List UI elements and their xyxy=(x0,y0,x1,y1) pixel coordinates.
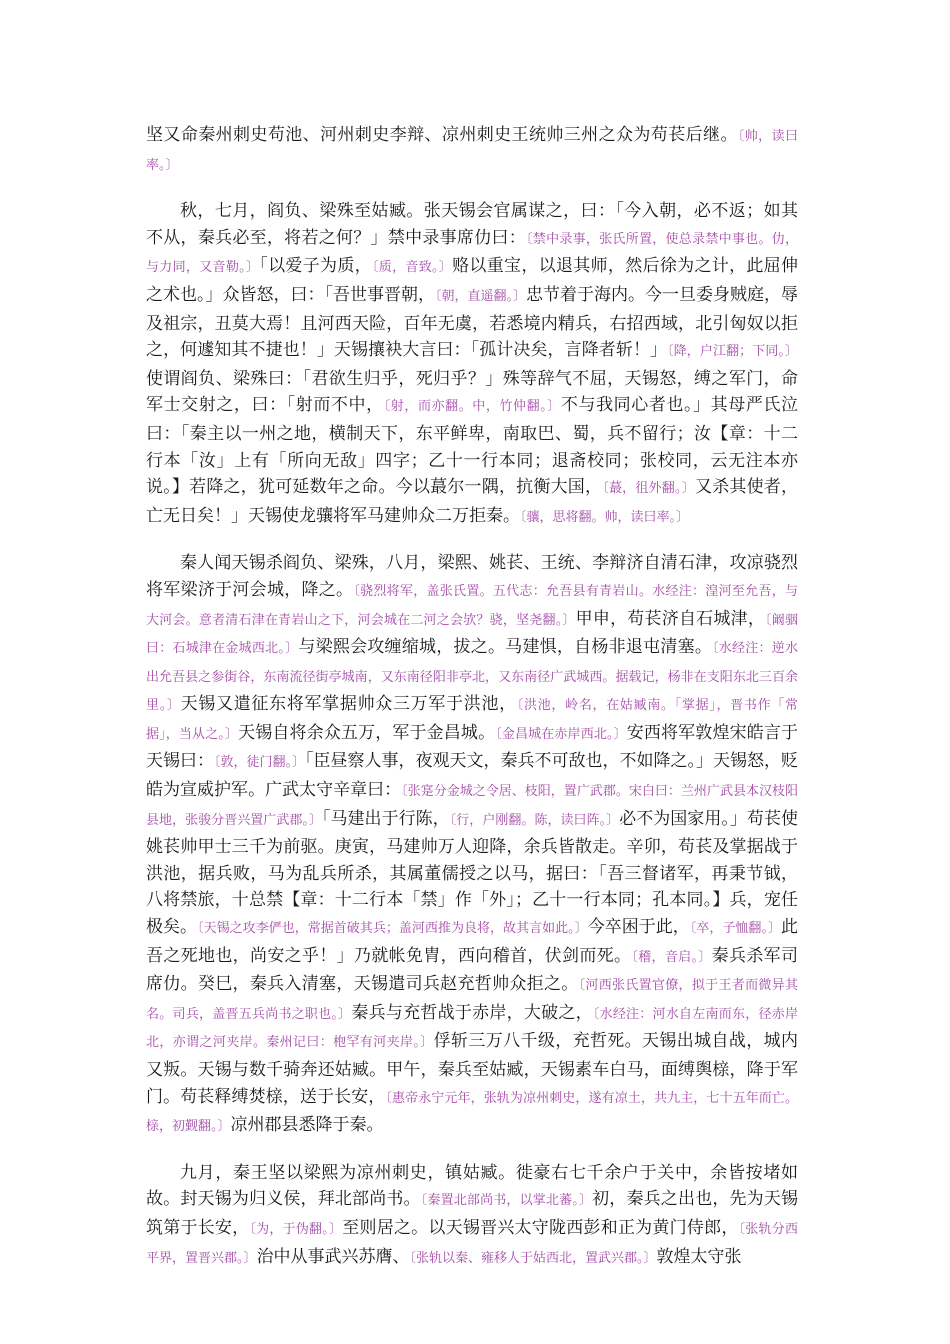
main-text: 不与我同心者也。」其母严氏泣曰：「秦主以一州之地，横制天下，东平鲜卑，南取巴、蜀，兵不留行；汝【章：十二行本「汝」上有「所向无敌」四字；乙十一行本同；退斋校同；张校同，云无注本亦说。】若降之，犹可延数年之命。今以蕞尔一隅，抗衡大国， xyxy=(146,395,799,498)
annotation-note: 〔行，户刚翻。陈，读曰阵。〕 xyxy=(449,812,620,828)
annotation-note: 〔水经注：河水自左南而东，径赤岸北，亦谓之河夹岸。秦州记曰：枹罕有河夹岸。〕 xyxy=(146,1006,798,1051)
annotation-note: 〔卒，子恤翻。〕 xyxy=(689,921,781,937)
annotation-note: 〔阚骃曰：石城津在金城西北。〕 xyxy=(146,612,798,657)
main-text: 秋，七月，阎负、梁殊至姑臧。张天锡会官属谋之，曰：「今入朝，必不返；如其不从，秦兵必至，将若之何？」禁中录事席仂曰： xyxy=(146,201,798,248)
annotation-note: 〔惠帝永宁元年，张轨为凉州刺史，遂有凉土，共九主，七十五年而亡。榇，初觐翻。〕 xyxy=(146,1090,798,1135)
text-body xyxy=(146,122,798,1291)
main-text: 敦煌太守张 xyxy=(656,1246,742,1267)
main-text: 甲申，苟苌济自石城津， xyxy=(575,608,766,629)
paragraph xyxy=(146,550,798,1140)
annotation-note: 〔洪池，岭名，在姑臧南。「掌据」，晋书作「常据」，当从之。〕 xyxy=(146,698,798,742)
main-text: 秦兵杀军司席仂。癸巳，秦兵入清塞，天锡遣司兵赵充哲帅众拒之。 xyxy=(146,945,799,995)
annotation-note: 〔骧，思将翻。帅，读曰率。〕 xyxy=(520,509,690,525)
main-text: 忠节着于海内。今一旦委身贼庭，辱及祖宗，丑莫大焉！且河西天险，百年无虞，若悉境内精兵，右招西域，北引匈奴以拒之，何遽知其不捷也！」天锡攘袂大言曰：「孤计决矣，言降者斩！」 xyxy=(146,284,799,361)
annotation-note: 〔天锡之攻李俨也，常据首破其兵；盖河西推为良将，故其言如此。〕 xyxy=(197,921,588,937)
main-text: 俘斩三万八千级，充哲死。天锡出城自战，城内又叛。天锡与数千骑奔还姑臧。甲午，秦兵至姑臧，天锡素车白马，面缚舆榇，降于军门。苟苌释缚焚榇，送于长安， xyxy=(146,1031,798,1107)
annotation-note: 〔河西张氏置官僚，拟于王者而微异其名。司兵，盖晋五兵尚书之职也。〕 xyxy=(146,978,798,1022)
main-text: 使谓阎负、梁殊曰：「君欲生归乎，死归乎？」殊等辞气不屈，天锡怒，缚之军门，命军士交射之，曰：「射而不中， xyxy=(146,368,798,416)
paragraph xyxy=(146,122,798,179)
annotation-note: 〔禁中录事，张氏所置，使总录禁中事也。仂，与力同，又音勒。〕 xyxy=(146,231,798,276)
main-text: 与梁熙会攻缠缩城，拔之。马建惧，自杨非退屯清塞。 xyxy=(298,637,713,658)
main-text: 凉州郡县悉降于秦。 xyxy=(230,1115,384,1136)
annotation-note: 〔张轨以秦、雍移人于姑西北，置武兴郡。〕 xyxy=(409,1250,657,1266)
annotation-note: 〔张寔分金城之令居、枝阳，置广武郡。宋白曰：兰州广武县本汉枝阳县地，张骏分晋兴置广武郡。〕 xyxy=(146,784,798,828)
main-text: 秦兵与充哲战于赤岸，大破之， xyxy=(351,1002,593,1023)
annotation-note: 〔金昌城在赤岸西北。〕 xyxy=(495,726,627,742)
annotation-note: 〔射，而亦翻。中，竹仲翻。〕 xyxy=(383,399,561,415)
main-text: 「以爱子为质， xyxy=(259,256,372,277)
annotation-note: 〔稽，音启。〕 xyxy=(631,949,712,965)
annotation-note: 〔质，音致。〕 xyxy=(371,260,453,276)
annotation-note: 〔蕞，徂外翻。〕 xyxy=(602,481,695,497)
main-text: 九月，秦王坚以梁熙为凉州刺史，镇姑臧。徙豪右七千余户于关中，余皆按堵如故。封天锡为归义侯，拜北部尚书。 xyxy=(146,1162,798,1210)
main-text: 「臣昼察人事，夜观天文，秦兵不可敌也，不如降之。」天锡怒，贬皓为宣威护军。广武太守辛章曰： xyxy=(146,751,799,801)
annotation-note: 〔敦，徒门翻。〕 xyxy=(214,755,306,771)
annotation-note: 〔帅，读曰率。〕 xyxy=(146,129,798,173)
annotation-note: 〔骁烈将军，盖张氏置。五代志：允吾县有青岩山。水经注：湟河至允吾，与大河会。意者清石津在青岩山之下，河会城在二河之会欤？骁，坚尧翻。〕 xyxy=(146,583,798,628)
main-text: 初，秦兵之出也，先为天锡筑第于长安， xyxy=(146,1189,798,1238)
main-text: 治中从事武兴苏膺、 xyxy=(256,1246,410,1267)
annotation-note: 〔秦置北部尚书，以掌北蕃。〕 xyxy=(420,1193,593,1209)
paragraph xyxy=(146,1160,798,1272)
paragraph xyxy=(146,198,798,531)
main-text: 又杀其使者，亡无日矣！」天锡使龙骧将军马建帅众二万拒秦。 xyxy=(146,477,798,526)
annotation-note: 〔为，于伪翻。〕 xyxy=(249,1221,343,1237)
annotation-note: 〔朝，直遥翻。〕 xyxy=(435,288,527,304)
annotation-note: 〔降，户江翻；下同。〕 xyxy=(667,344,798,360)
main-text: 秦人闻天锡杀阎负、梁殊，八月，梁熙、姚苌、王统、李辩济自清石津，攻凉骁烈将军梁济于河会城，降之。 xyxy=(146,553,798,600)
main-text: 天锡自将余众五万，军于金昌城。 xyxy=(238,722,496,743)
annotation-note: 〔张轨分西平界，置晋兴郡。〕 xyxy=(146,1221,798,1266)
main-text: 天锡又遣征东将军掌据帅众三万军于洪池， xyxy=(180,694,517,715)
main-text: 此吾之死地也，尚安之乎！」乃就帐免胄，西向稽首，伏剑而死。 xyxy=(146,917,798,966)
main-text: 必不为国家用。」苟苌使姚苌帅甲士三千为前驱。庚寅，马建帅万人迎降，余兵皆散走。辛卯，苟苌及掌据战于洪池，据兵败，马为乱兵所杀，其属董儒授之以马，据曰：「吾三督诸军，再秉节钺，八将禁旅，十总禁【章：十二行本「禁」作「外」；乙十一行本同；孔本同。】兵，宠任极矣。 xyxy=(146,808,798,938)
main-text: 「马建出于行陈， xyxy=(321,808,450,829)
main-text: 安西将军敦煌宋皓言于天锡曰： xyxy=(146,722,798,772)
annotation-note: 〔水经注：逆水出允吾县之参街谷，东南流径街亭城南，又东南径阳非亭北，又东南径广武城西。据载记，杨非在支阳东北三百余里。〕 xyxy=(146,641,798,714)
main-text: 坚又命秦州刺史苟池、河州刺史李辩、凉州刺史王统帅三州之众为苟苌后继。 xyxy=(146,125,738,145)
main-text: 至则居之。以天锡晋兴太守陇西彭和正为黄门侍郎， xyxy=(342,1217,739,1238)
main-text: 赂以重宝，以退其师，然后徐为之计，此屈伸之术也。」众皆怒，曰：「吾世事晋朝， xyxy=(146,256,798,305)
main-text: 今卒困于此， xyxy=(587,917,690,938)
